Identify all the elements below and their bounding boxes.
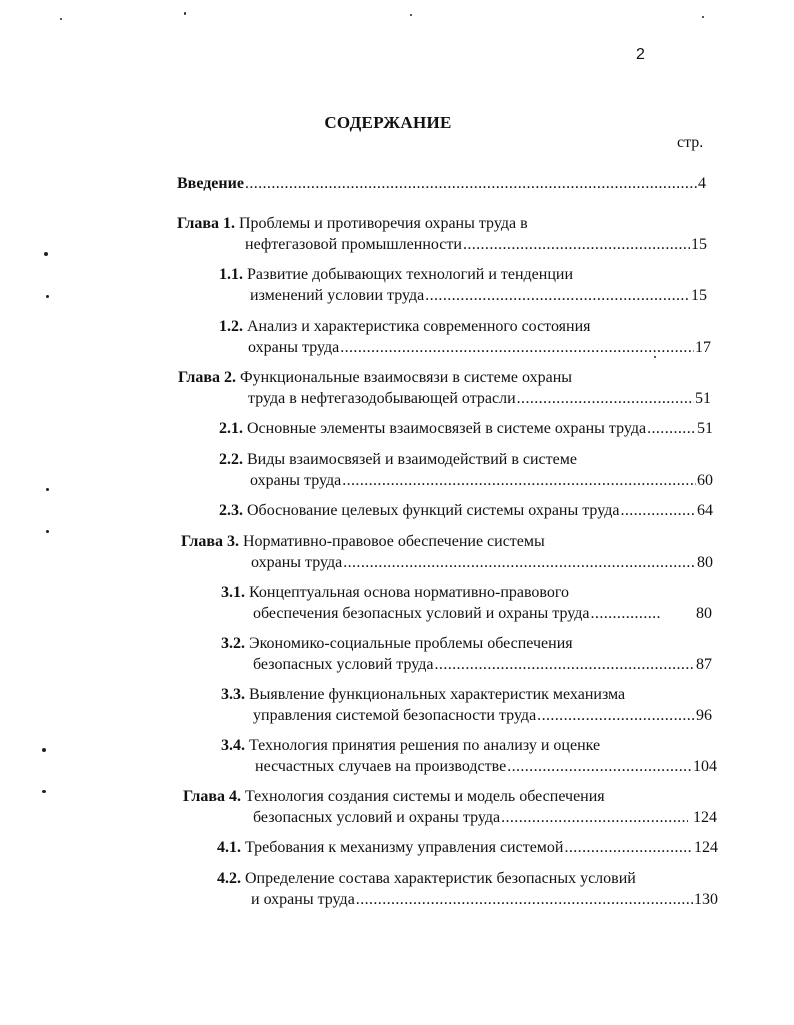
dot-leader xyxy=(435,654,695,675)
dot-leader xyxy=(591,603,661,624)
toc-entry-section-4-2 xyxy=(217,868,718,910)
toc-page: 96 xyxy=(696,707,712,724)
toc-entry-chapter-4 xyxy=(183,786,717,828)
scan-speck xyxy=(46,488,49,491)
dot-leader xyxy=(342,470,696,491)
scan-speck xyxy=(42,748,46,752)
toc-title-line2: охраны труда xyxy=(251,554,343,571)
scan-speck xyxy=(60,18,62,20)
toc-label: Введение xyxy=(177,175,244,192)
scan-speck xyxy=(46,530,49,533)
toc-title-line1: Анализ и характеристика современного состояния xyxy=(247,318,591,335)
scan-speck xyxy=(44,252,48,256)
toc-label: Глава 3. xyxy=(181,533,239,550)
toc-label: 2.3. xyxy=(219,502,243,519)
toc-page: 17 xyxy=(695,339,711,356)
toc-title-line1: Обоснование целевых функций системы охраны труда xyxy=(247,502,620,519)
toc-page: 15 xyxy=(691,236,707,253)
toc-title-line1: Требования к механизму управления системой xyxy=(245,839,564,856)
toc-page: 104 xyxy=(693,758,717,775)
toc-entry-intro xyxy=(177,173,706,194)
toc-page: 15 xyxy=(691,287,707,304)
toc-title-line1: Основные элементы взаимосвязей в системе охраны труда xyxy=(247,420,647,437)
toc-label: 3.1. xyxy=(221,584,245,601)
toc-title-line1: Концептуальная основа нормативно-правового xyxy=(249,584,570,601)
toc-title-line2: нефтегазовой промышленности xyxy=(245,236,462,253)
toc-entry-section-3-3 xyxy=(221,684,712,726)
toc-label: 4.2. xyxy=(217,870,241,887)
toc-page: 80 xyxy=(696,605,712,622)
toc-entry-section-2-2 xyxy=(219,449,713,491)
toc-entry-section-1-1 xyxy=(219,264,707,306)
toc-title-line1: Развитие добывающих технологий и тенденции xyxy=(247,266,574,283)
toc-title-line2: труда в нефтегазодобывающей отрасли xyxy=(248,390,516,407)
toc-title-line1: Функциональные взаимосвязи в системе охраны xyxy=(240,369,573,386)
scan-speck xyxy=(410,14,412,16)
dot-leader xyxy=(463,234,690,255)
toc-entry-section-3-1 xyxy=(221,582,712,624)
scan-speck xyxy=(184,12,186,15)
toc-page: 87 xyxy=(696,656,712,673)
toc-label: 3.2. xyxy=(221,635,245,652)
toc-label: 2.2. xyxy=(219,451,243,468)
toc-title-line2: охраны труда xyxy=(248,339,340,356)
toc-page: 51 xyxy=(697,420,713,437)
toc-title-line2: управления системой безопасности труда xyxy=(253,707,537,724)
toc-entry-chapter-2 xyxy=(178,367,711,409)
toc-label: 1.2. xyxy=(219,318,243,335)
scan-speck xyxy=(46,295,49,298)
toc-title-line1: Нормативно-правовое обеспечение системы xyxy=(243,533,545,550)
scan-speck xyxy=(42,790,46,793)
toc-title-line1: Технология создания системы и модель обеспечения xyxy=(245,788,605,805)
dot-leader xyxy=(564,837,693,858)
toc-title-line2: безопасных условий и охраны труда xyxy=(253,809,501,826)
toc-title-line2: безопасных условий труда xyxy=(253,656,434,673)
toc-title-line1: Экономико-социальные проблемы обеспечения xyxy=(249,635,573,652)
toc-title-line1: Проблемы и противоречия охраны труда в xyxy=(239,215,528,232)
page-title: СОДЕРЖАНИЕ xyxy=(324,113,452,132)
dot-leader xyxy=(647,418,696,439)
toc-label: Глава 4. xyxy=(183,788,241,805)
toc-label: Глава 1. xyxy=(177,215,235,232)
toc-page: 64 xyxy=(697,502,713,519)
dot-leader xyxy=(340,337,694,358)
toc-title-line1: Виды взаимосвязей и взаимодействий в системе xyxy=(247,451,577,468)
toc-title-line2: изменений условии труда xyxy=(250,287,425,304)
dot-leader xyxy=(425,285,690,306)
dot-leader xyxy=(356,889,693,910)
toc-page: 124 xyxy=(693,809,717,826)
toc-page: 130 xyxy=(694,891,718,908)
toc-page: 60 xyxy=(697,472,713,489)
page-number: 2 xyxy=(636,46,645,63)
toc-page: 51 xyxy=(695,390,711,407)
dot-leader xyxy=(507,756,692,777)
dot-leader xyxy=(343,552,696,573)
toc-label: 2.1. xyxy=(219,420,243,437)
dot-leader xyxy=(245,173,697,194)
dot-leader xyxy=(537,705,695,726)
toc-entry-section-1-2 xyxy=(219,316,711,358)
toc-title-line2: охраны труда xyxy=(250,472,342,489)
toc-page: 124 xyxy=(694,839,718,856)
toc-label: 3.3. xyxy=(221,686,245,703)
toc-title-line1: Технология принятия решения по анализу и оценке xyxy=(249,737,601,754)
toc-entry-section-2-3 xyxy=(219,500,713,521)
toc-title-line2: обеспечения безопасных условий и охраны труда xyxy=(253,605,590,622)
toc-title-line2: и охраны труда xyxy=(251,891,355,908)
toc-entry-section-3-4 xyxy=(221,735,717,777)
toc-title-line1: Определение состава характеристик безопасных условий xyxy=(245,870,636,887)
toc-entry-section-2-1 xyxy=(219,418,713,439)
toc-label: Глава 2. xyxy=(178,369,236,386)
toc-entry-section-4-1 xyxy=(217,837,718,858)
dot-leader xyxy=(620,500,696,521)
toc-title-line2: несчастных случаев на производстве xyxy=(255,758,507,775)
toc-label: 4.1. xyxy=(217,839,241,856)
toc-page: 4 xyxy=(698,175,706,192)
toc-title-line1: Выявление функциональных характеристик механизма xyxy=(249,686,626,703)
scan-speck xyxy=(654,356,656,358)
page-column-label: стр. xyxy=(677,134,704,151)
toc-label: 3.4. xyxy=(221,737,245,754)
toc-entry-section-3-2 xyxy=(221,633,712,675)
scan-speck xyxy=(702,16,704,18)
toc-entry-chapter-1 xyxy=(177,213,707,255)
toc-entry-chapter-3 xyxy=(181,531,713,573)
toc-label: 1.1. xyxy=(219,266,243,283)
dot-leader xyxy=(517,388,694,409)
toc-page: 80 xyxy=(697,554,713,571)
dot-leader xyxy=(501,807,688,828)
